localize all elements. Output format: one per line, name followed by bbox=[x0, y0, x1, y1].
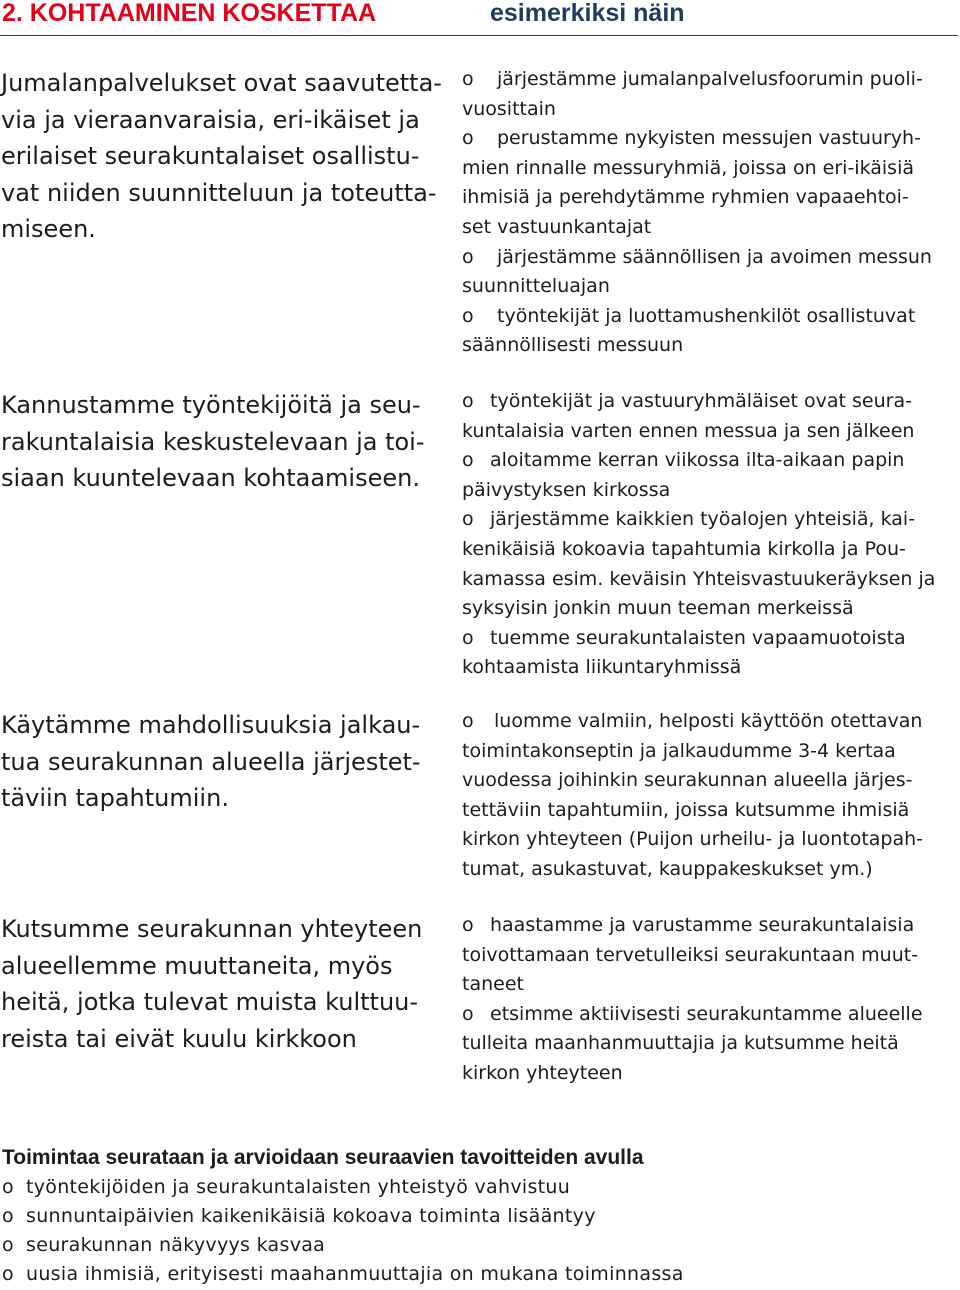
action-text-line: kuntalaisia varten ennen messua ja sen jälkeen bbox=[462, 419, 915, 442]
action-list bbox=[462, 911, 958, 1089]
action-item bbox=[462, 243, 958, 302]
action-item bbox=[462, 302, 958, 361]
action-text-line: mien rinnalle messuryhmiä, joissa on eri-ikäisiä bbox=[462, 156, 915, 179]
action-text-line: toimintakonseptin ja jalkaudumme 3-4 kertaa bbox=[462, 739, 896, 762]
action-text-line: säännöllisesti messuun bbox=[462, 334, 684, 357]
goal-text-line: Jumalanpalvelukset ovat saavutetta- bbox=[1, 69, 442, 97]
action-text-line: päivystyksen kirkossa bbox=[462, 478, 671, 501]
action-first-line bbox=[462, 302, 958, 332]
goal-statement bbox=[1, 387, 456, 497]
action-first-line bbox=[462, 243, 958, 273]
bullet-marker: o bbox=[462, 127, 474, 150]
action-first-line bbox=[462, 65, 958, 95]
action-text-line: vuosittain bbox=[462, 97, 556, 120]
action-text-line: kohtaamista liikuntaryhmissä bbox=[462, 656, 742, 679]
evaluation-section bbox=[2, 1143, 942, 1290]
goal-statement bbox=[1, 707, 456, 817]
bullet-marker: o bbox=[2, 1204, 14, 1227]
action-item bbox=[462, 65, 958, 124]
action-first-line bbox=[462, 124, 958, 154]
action-first-line bbox=[462, 624, 958, 654]
goal-text-line: rakuntalaisia keskustelevaan ja toi- bbox=[1, 427, 425, 456]
action-text-line: set vastuunkantajat bbox=[462, 215, 652, 238]
section-title: 2. KOHTAAMINEN KOSKETTAA bbox=[2, 0, 377, 27]
action-first-line bbox=[462, 1000, 958, 1030]
action-text-line: haastamme ja varustamme seurakuntalaisia bbox=[490, 914, 915, 936]
bullet-marker: o bbox=[2, 1234, 14, 1257]
goal-text-line: reista tai eivät kuulu kirkkoon bbox=[1, 1024, 357, 1053]
evaluation-item bbox=[2, 1231, 942, 1260]
bullet-marker: o bbox=[462, 245, 474, 268]
bullet-marker: o bbox=[462, 914, 474, 936]
bullet-marker: o bbox=[462, 449, 474, 472]
bullet-marker: o bbox=[462, 1002, 474, 1025]
action-item bbox=[462, 911, 958, 1000]
goal-text-line: miseen. bbox=[1, 215, 96, 243]
action-first-line bbox=[462, 505, 958, 535]
goal-row bbox=[0, 387, 960, 679]
bullet-marker: o bbox=[2, 1175, 14, 1198]
action-text-line: tulleita maanhanmuuttajia ja kutsumme heitä bbox=[462, 1032, 899, 1055]
evaluation-heading: Toimintaa seurataan ja arvioidaan seuraavien tavoitteiden avulla bbox=[2, 1146, 644, 1169]
evaluation-item bbox=[2, 1260, 942, 1289]
evaluation-item bbox=[2, 1173, 942, 1202]
action-text-line: tumat, asukastuvat, kauppakeskukset ym.) bbox=[462, 857, 873, 880]
action-text-line: kirkon yhteyteen (Puijon urheilu- ja luontotapah- bbox=[462, 828, 924, 851]
action-text-line: tuemme seurakuntalaisten vapaamuotoista bbox=[490, 626, 906, 649]
evaluation-item-text: työntekijöiden ja seurakuntalaisten yhteistyö vahvistuu bbox=[26, 1175, 571, 1198]
header-divider bbox=[0, 35, 958, 36]
goal-text-line: Kannustamme työntekijöitä ja seu- bbox=[1, 391, 421, 419]
action-text-line: kamassa esim. keväisin Yhteisvastuukeräyksen ja bbox=[462, 567, 936, 590]
goal-text-line: siaan kuuntelevaan kohtaamiseen. bbox=[1, 464, 420, 492]
action-item bbox=[462, 707, 958, 885]
action-item bbox=[462, 387, 958, 446]
action-text-line: toivottamaan tervetulleiksi seurakuntaan muut- bbox=[462, 943, 919, 966]
action-text-line: työntekijät ja luottamushenkilöt osallistuvat bbox=[497, 304, 916, 327]
goal-text-line: heitä, jotka tulevat muista kulttuu- bbox=[1, 988, 419, 1016]
goal-statement bbox=[1, 65, 456, 248]
action-text-line: kenikäisiä kokoavia tapahtumia kirkolla ja Pou- bbox=[462, 537, 906, 560]
goal-text-line: Kutsumme seurakunnan yhteyteen bbox=[1, 915, 423, 943]
goal-row bbox=[0, 65, 960, 357]
action-text-line: aloitamme kerran viikossa ilta-aikaan papin bbox=[490, 449, 905, 472]
goal-row bbox=[0, 707, 960, 880]
bullet-marker: o bbox=[462, 304, 474, 327]
evaluation-item-text: seurakunnan näkyvyys kasvaa bbox=[26, 1234, 326, 1257]
bullet-marker: o bbox=[462, 626, 474, 649]
action-text-line: järjestämme säännöllisen ja avoimen messun bbox=[497, 245, 932, 268]
action-text-line: työntekijät ja vastuuryhmäläiset ovat seura- bbox=[490, 390, 912, 412]
goal-text-line: vat niiden suunnitteluun ja toteutta- bbox=[1, 178, 437, 207]
action-list bbox=[462, 707, 958, 885]
action-text-line: järjestämme kaikkien työalojen yhteisiä, kai- bbox=[490, 508, 916, 531]
goal-text-line: tua seurakunnan alueella järjestet- bbox=[1, 747, 421, 776]
evaluation-item-text: uusia ihmisiä, erityisesti maahanmuuttajia on mukana toiminnassa bbox=[26, 1263, 684, 1286]
action-text-line: järjestämme jumalanpalvelusfoorumin puoli- bbox=[497, 68, 923, 90]
goal-text-line: alueellemme muuttaneita, myös bbox=[1, 951, 393, 980]
action-item bbox=[462, 124, 958, 242]
bullet-marker: o bbox=[462, 68, 474, 90]
action-list bbox=[462, 387, 958, 683]
action-item bbox=[462, 446, 958, 505]
action-first-line bbox=[462, 387, 958, 417]
bullet-marker: o bbox=[462, 710, 474, 732]
action-item bbox=[462, 505, 958, 623]
action-first-line bbox=[462, 911, 958, 941]
action-text-line: syksyisin jonkin muun teeman merkeissä bbox=[462, 597, 854, 620]
goal-text-line: Käytämme mahdollisuuksia jalkau- bbox=[1, 711, 421, 739]
goal-row bbox=[0, 911, 960, 1084]
action-text-line: etsimme aktiivisesti seurakuntamme alueelle bbox=[490, 1002, 923, 1025]
action-text-line: taneet bbox=[462, 973, 524, 996]
goal-text-line: via ja vieraanvaraisia, eri-ikäiset ja bbox=[1, 105, 420, 134]
action-text-line: luomme valmiin, helposti käyttöön otettavan bbox=[494, 710, 923, 732]
action-text-line: tettäviin tapahtumiin, joissa kutsumme ihmisiä bbox=[462, 798, 910, 821]
action-text-line: kirkon yhteyteen bbox=[462, 1061, 623, 1084]
action-text-line: ihmisiä ja perehdytämme ryhmien vapaaehtoi- bbox=[462, 186, 909, 209]
goal-statement bbox=[1, 911, 456, 1057]
bullet-marker: o bbox=[2, 1263, 14, 1286]
action-text-line: suunnitteluajan bbox=[462, 275, 610, 298]
section-subtitle: esimerkiksi näin bbox=[490, 0, 685, 27]
goal-text-line: täviin tapahtumiin. bbox=[1, 784, 229, 812]
action-text-line: perustamme nykyisten messujen vastuuryh- bbox=[497, 127, 921, 150]
bullet-marker: o bbox=[462, 390, 474, 412]
action-text-line: vuodessa joihinkin seurakunnan alueella järjes- bbox=[462, 769, 913, 792]
evaluation-item bbox=[2, 1202, 942, 1231]
goal-text-line: erilaiset seurakuntalaiset osallistu- bbox=[1, 142, 420, 170]
action-item bbox=[462, 624, 958, 683]
action-first-line bbox=[462, 446, 958, 476]
action-list bbox=[462, 65, 958, 361]
action-item bbox=[462, 1000, 958, 1089]
bullet-marker: o bbox=[462, 508, 474, 531]
action-first-line bbox=[462, 707, 958, 737]
evaluation-item-text: sunnuntaipäivien kaikenikäisiä kokoava toiminta lisääntyy bbox=[26, 1204, 596, 1227]
